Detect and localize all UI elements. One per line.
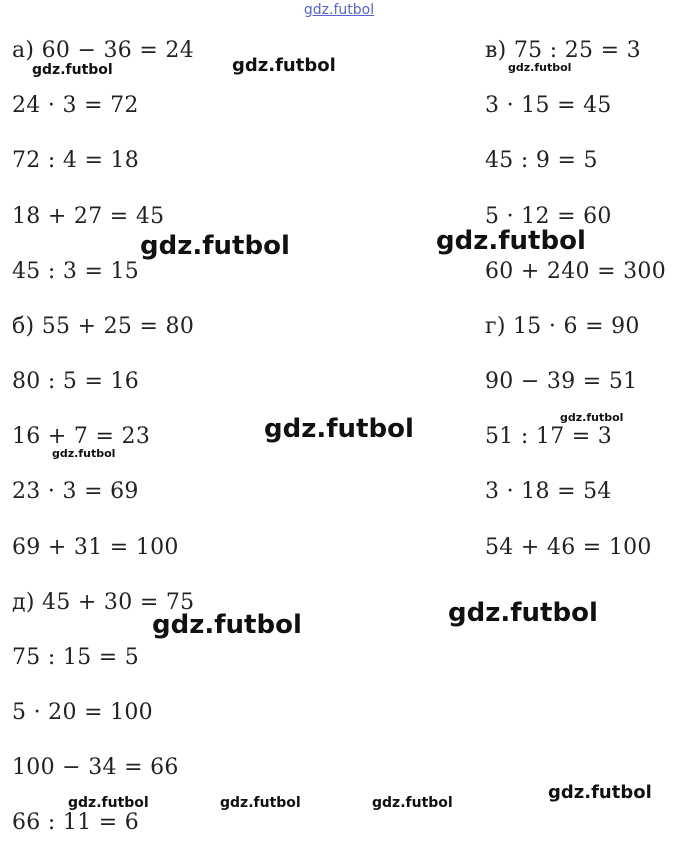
equation-line: 75 : 15 = 5 xyxy=(12,645,140,670)
equation-line: 16 + 7 = 23 xyxy=(12,424,151,449)
equation-line: 54 + 46 = 100 xyxy=(485,535,652,560)
header-site-link[interactable]: gdz.futbol xyxy=(303,2,375,18)
watermark: gdz.futbol xyxy=(68,795,149,811)
watermark: gdz.futbol xyxy=(548,782,652,803)
watermark: gdz.futbol xyxy=(140,231,290,261)
equation-line: 80 : 5 = 16 xyxy=(12,369,140,394)
watermark: gdz.futbol xyxy=(560,411,624,424)
equation-line: в) 75 : 25 = 3 xyxy=(485,38,641,63)
equation-line: 66 : 11 = 6 xyxy=(12,810,140,835)
watermark: gdz.futbol xyxy=(264,414,414,444)
equation-line: б) 55 + 25 = 80 xyxy=(12,314,195,339)
watermark: gdz.futbol xyxy=(52,447,116,460)
watermark: gdz.futbol xyxy=(508,61,572,74)
equation-line: 3 · 18 = 54 xyxy=(485,479,612,504)
equation-line: 3 · 15 = 45 xyxy=(485,93,612,118)
watermark: gdz.futbol xyxy=(152,610,302,640)
equation-line: 23 · 3 = 69 xyxy=(12,479,139,504)
equation-line: 18 + 27 = 45 xyxy=(12,204,165,229)
equation-line: 60 + 240 = 300 xyxy=(485,259,667,284)
equation-line: 51 : 17 = 3 xyxy=(485,424,613,449)
equation-line: 100 − 34 = 66 xyxy=(12,755,179,780)
watermark: gdz.futbol xyxy=(448,598,598,628)
equation-line: 45 : 3 = 15 xyxy=(12,259,140,284)
watermark: gdz.futbol xyxy=(436,226,586,256)
equation-line: г) 15 · 6 = 90 xyxy=(485,314,640,339)
equation-line: 5 · 12 = 60 xyxy=(485,204,612,229)
equation-line: 69 + 31 = 100 xyxy=(12,535,179,560)
equation-line: 45 : 9 = 5 xyxy=(485,148,598,173)
watermark: gdz.futbol xyxy=(220,795,301,811)
watermark: gdz.futbol xyxy=(232,55,336,76)
equation-line: а) 60 − 36 = 24 xyxy=(12,38,195,63)
equation-line: д) 45 + 30 = 75 xyxy=(12,590,195,615)
equation-line: 24 · 3 = 72 xyxy=(12,93,139,118)
equation-line: 90 − 39 = 51 xyxy=(485,369,638,394)
watermark: gdz.futbol xyxy=(32,62,113,78)
equation-line: 5 · 20 = 100 xyxy=(12,700,153,725)
watermark: gdz.futbol xyxy=(372,795,453,811)
equation-line: 72 : 4 = 18 xyxy=(12,148,140,173)
